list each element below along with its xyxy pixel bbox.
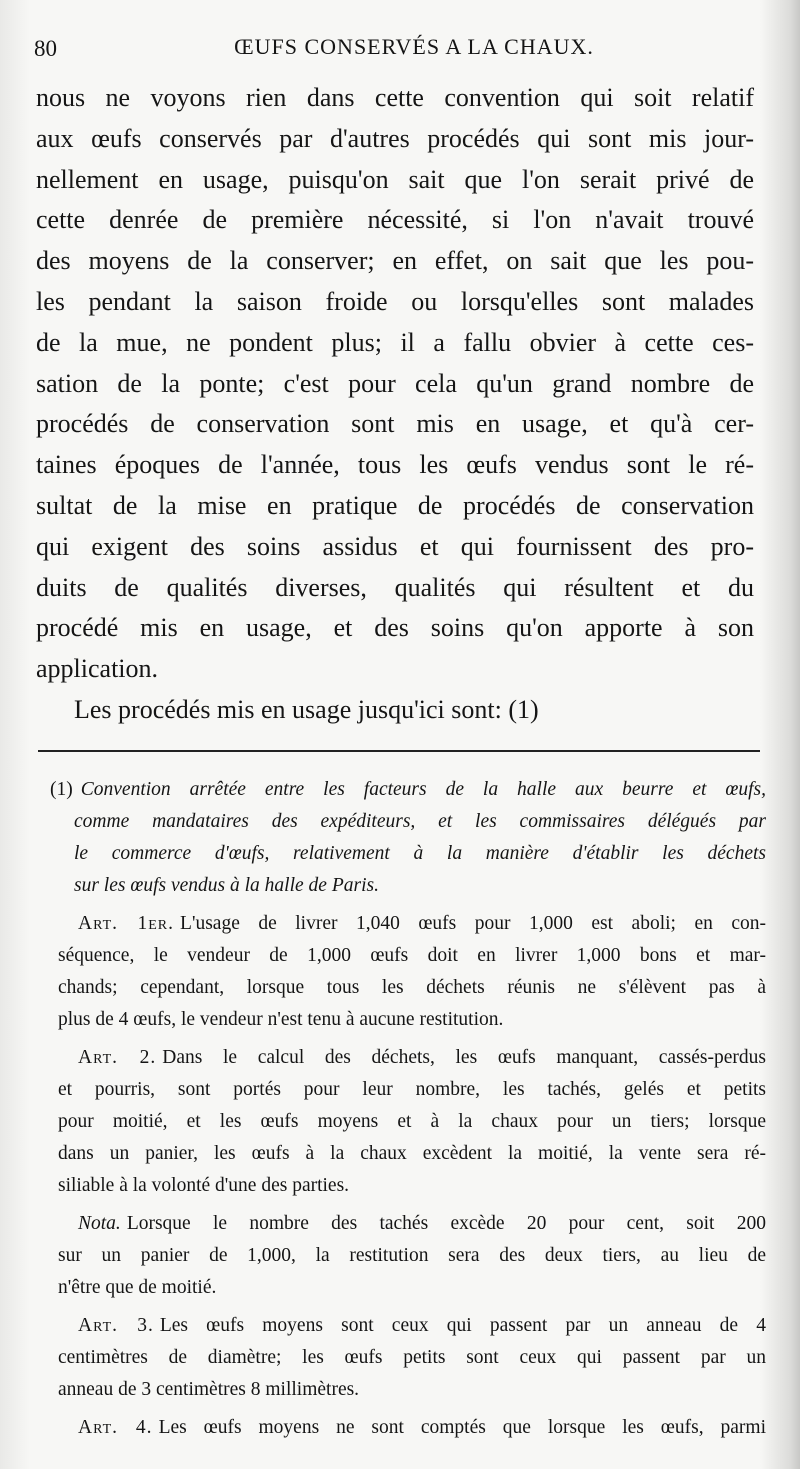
article-line: chands; cependant, lorsque tous les déchets réunis ne s'élèvent pas à (58, 977, 766, 998)
text-line: sultat de la mise en pratique de procédés de conservation (36, 490, 754, 520)
article-line: n'être que de moitié. (58, 1277, 217, 1298)
text-line: qui exigent des soins assidus et qui fournissent des pro- (36, 531, 754, 561)
text-line: aux œufs conservés par d'autres procédés qui sont mis jour- (36, 123, 754, 153)
article-1 (50, 908, 766, 1036)
text-line: les pendant la saison froide ou lorsqu'elles sont malades (36, 286, 754, 316)
second-paragraph: Les procédés mis en usage jusqu'ici sont: (1) (74, 694, 539, 724)
article-line: plus de 4 œufs, le vendeur n'est tenu à aucune restitution. (58, 1009, 504, 1030)
text-line: sation de la ponte; c'est pour cela qu'un grand nombre de (36, 368, 754, 398)
article-line: Art. 3. Les œufs moyens sont ceux qui passent par un anneau de 4 (78, 1315, 767, 1336)
article-label: Art. 2. (78, 1047, 157, 1068)
footnote-intro (50, 774, 766, 902)
footnote-rule (38, 750, 760, 752)
text-line: de la mue, ne pondent plus; il a fallu obvier à cette ces- (36, 327, 754, 357)
article-line: centimètres de diamètre; les œufs petits sont ceux qui passent par un (58, 1347, 766, 1368)
footnote-marker: (1) (50, 779, 73, 800)
text-line: cette denrée de première nécessité, si l'on n'avait trouvé (36, 205, 754, 235)
text-line: taines époques de l'année, tous les œufs vendus sont le ré- (36, 450, 754, 480)
article-line: Nota. Lorsque le nombre des tachés excède 20 pour cent, soit 200 (78, 1213, 766, 1234)
nota (50, 1208, 766, 1304)
article-line: et pourris, sont portés pour leur nombre, les tachés, gelés et petits (58, 1079, 766, 1100)
footnote-line: sur les œufs vendus à la halle de Paris. (74, 875, 379, 896)
running-title: ŒUFS CONSERVÉS A LA CHAUX. (234, 34, 594, 59)
article-line: siliable à la volonté d'une des parties. (58, 1175, 350, 1196)
text-line: procédé mis en usage, et des soins qu'on apporte à son (36, 613, 754, 643)
article-line: séquence, le vendeur de 1,000 œufs doit en livrer 1,000 bons et mar- (58, 945, 766, 966)
article-line: anneau de 3 centimètres 8 millimètres. (58, 1379, 360, 1400)
article-label: Art. 3. (78, 1315, 154, 1336)
footnote (50, 774, 766, 1450)
article-line: Art. 4. Les œufs moyens ne sont comptés que lorsque les œufs, parmi (78, 1417, 766, 1438)
article-3 (50, 1310, 766, 1406)
article-line: Art. 1er. L'usage de livrer 1,040 œufs pour 1,000 est aboli; en con- (78, 913, 766, 934)
text-line: duits de qualités diverses, qualités qui résultent et du (36, 572, 754, 602)
footnote-line: comme mandataires des expéditeurs, et les commissaires délégués par (74, 811, 766, 832)
page-header (34, 30, 764, 70)
article-4 (50, 1412, 766, 1444)
footnote-line: le commerce d'œufs, relativement à la manière d'établir les déchets (74, 843, 766, 864)
article-2 (50, 1042, 766, 1202)
main-text (36, 78, 754, 731)
article-line: Art. 2. Dans le calcul des déchets, les œufs manquant, cassés-perdus (78, 1047, 766, 1068)
article-line: dans un panier, les œufs à la chaux excèdent la moitié, la vente sera ré- (58, 1143, 766, 1164)
article-line: sur un panier de 1,000, la restitution sera des deux tiers, au lieu de (58, 1245, 766, 1266)
text-line: nellement en usage, puisqu'on sait que l'on serait privé de (36, 164, 754, 194)
nota-label: Nota. (78, 1213, 121, 1234)
text-line: procédés de conservation sont mis en usage, et qu'à cer- (36, 409, 754, 439)
article-line: pour moitié, et les œufs moyens et à la chaux pour un tiers; lorsque (58, 1111, 766, 1132)
text-line: nous ne voyons rien dans cette convention qui soit relatif (36, 83, 754, 112)
text-line: application. (36, 654, 159, 684)
article-label: Art. 4. (78, 1417, 153, 1438)
page-number: 80 (34, 36, 57, 61)
footnote-line: (1) Convention arrêtée entre les facteurs de la halle aux beurre et œufs, (50, 779, 766, 800)
article-label: Art. 1er. (78, 913, 175, 934)
text-line: des moyens de la conserver; en effet, on sait que les pou- (36, 246, 754, 276)
